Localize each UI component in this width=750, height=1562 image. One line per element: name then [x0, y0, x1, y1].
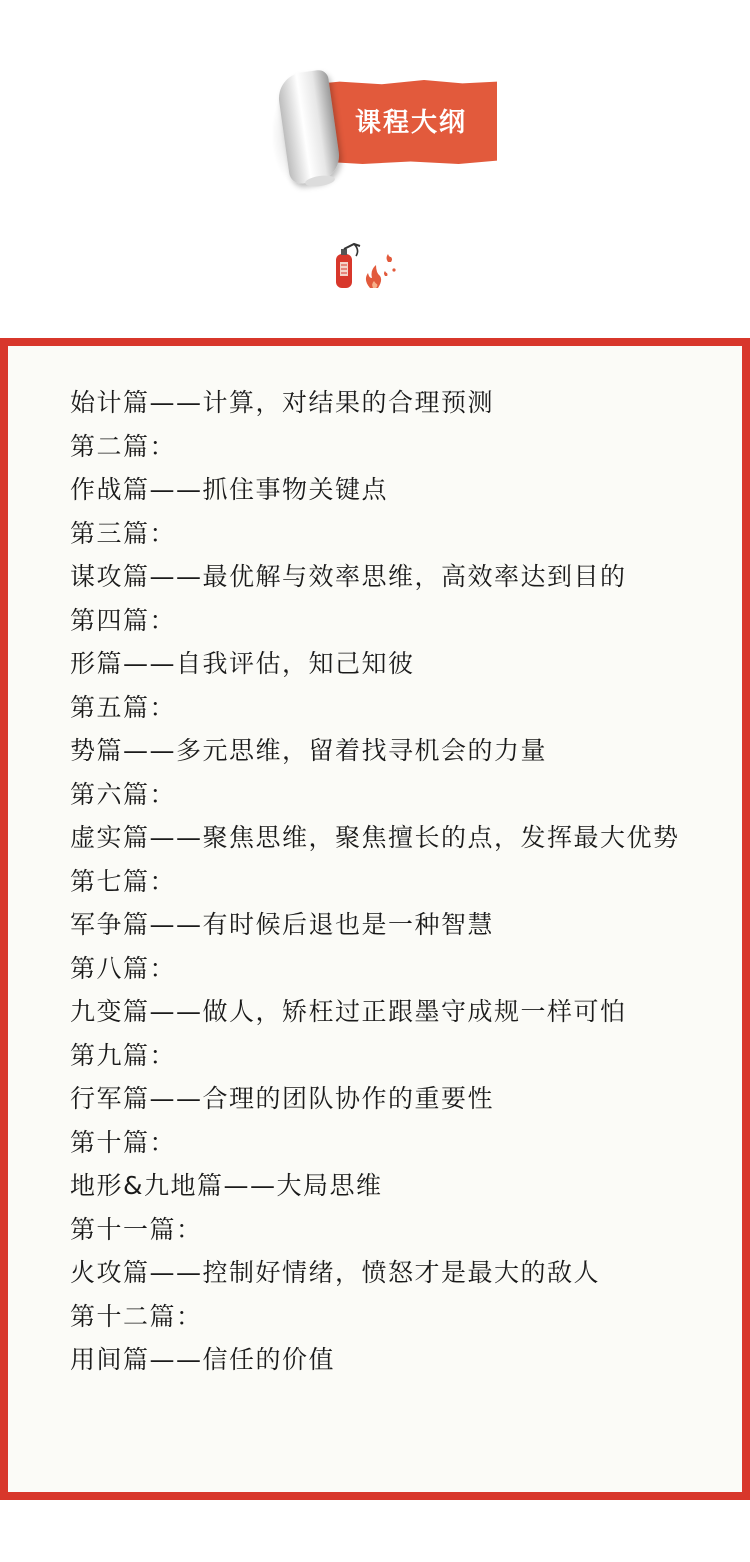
outline-line: 用间篇——信任的价值 — [70, 1345, 336, 1374]
title-banner — [265, 68, 505, 200]
outline-line: 虚实篇——聚焦思维，聚焦擅长的点，发挥最大优势 — [70, 823, 680, 852]
outline-line: 作战篇——抓住事物关键点 — [70, 475, 389, 504]
outline-line: 第八篇： — [70, 953, 177, 983]
course-outline-box — [0, 338, 750, 1500]
outline-line: 势篇——多元思维，留着找寻机会的力量 — [70, 736, 548, 765]
fire-extinguisher-icon — [330, 240, 406, 292]
outline-line: 军争篇——有时候后退也是一种智慧 — [70, 910, 495, 939]
header — [0, 0, 750, 335]
outline-line: 第十二篇： — [70, 1301, 203, 1331]
outline-list — [70, 381, 710, 1382]
outline-line: 地形&九地篇——大局思维 — [70, 1171, 383, 1200]
outline-line: 第四篇： — [70, 605, 177, 635]
outline-line: 第五篇： — [70, 692, 177, 722]
outline-line: 第二篇： — [70, 431, 177, 461]
outline-line: 火攻篇——控制好情绪，愤怒才是最大的敌人 — [70, 1258, 601, 1287]
outline-line: 第七篇： — [70, 866, 177, 896]
outline-line: 行军篇——合理的团队协作的重要性 — [70, 1084, 495, 1113]
outline-line: 第十篇： — [70, 1127, 177, 1157]
outline-line: 九变篇——做人，矫枉过正跟墨守成规一样可怕 — [70, 997, 627, 1026]
outline-line: 谋攻篇——最优解与效率思维，高效率达到目的 — [70, 562, 627, 591]
outline-line: 第十一篇： — [70, 1214, 203, 1244]
outline-line: 第六篇： — [70, 779, 177, 809]
outline-line: 第九篇： — [70, 1040, 177, 1070]
banner-title: 课程大纲 — [354, 108, 467, 138]
outline-line: 始计篇——计算，对结果的合理预测 — [70, 388, 495, 417]
outline-line: 第三篇： — [70, 518, 177, 548]
outline-line: 形篇——自我评估，知己知彼 — [70, 649, 415, 678]
